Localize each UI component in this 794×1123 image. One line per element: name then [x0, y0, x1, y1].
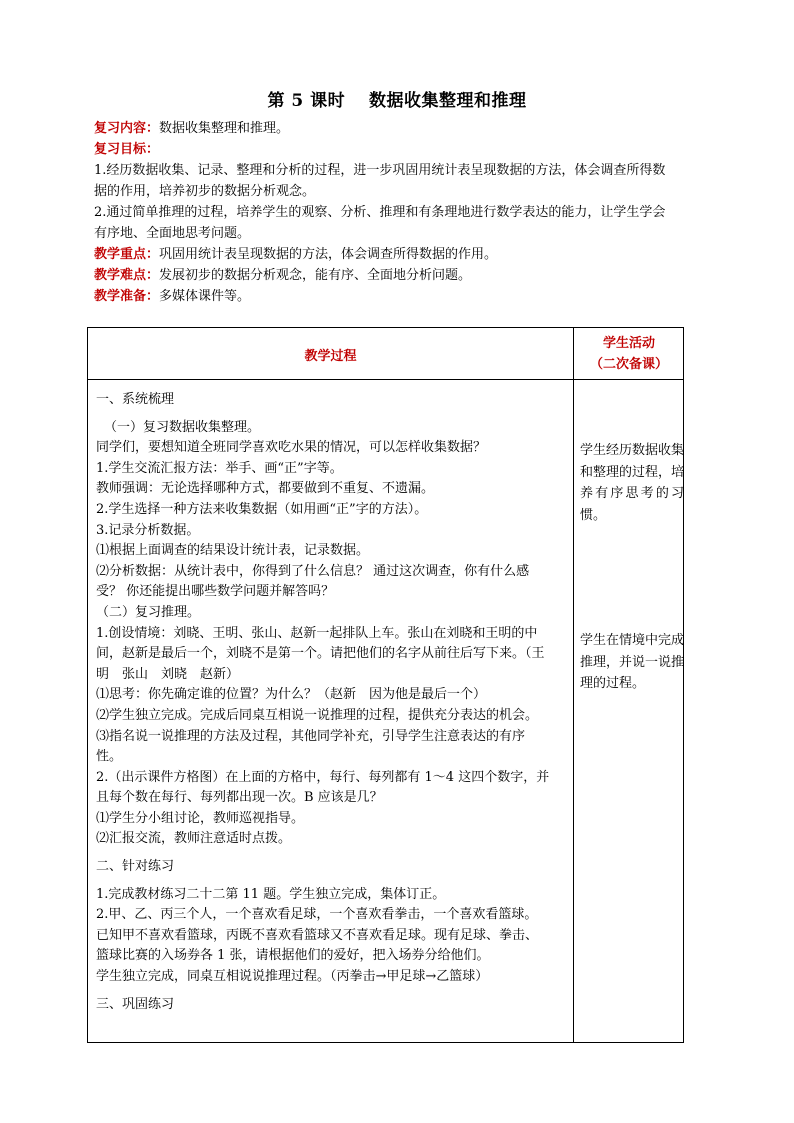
- goal-2-line-1: 2.通过简单推理的过程，培养学生的观察、分析、推理和有条理地进行数学表达的能力，让学生学会: [94, 205, 666, 220]
- header-row-divider: [88, 379, 683, 380]
- subsection-heading-1: （一）复习数据收集整理。: [104, 419, 261, 435]
- teaching-key-value: 巩固用统计表呈现数据的方法，体会调查所得数据的作用。: [159, 247, 498, 262]
- process-line: ⑴根据上面调查的结果设计统计表，记录数据。: [96, 543, 370, 559]
- process-line: 2.学生选择一种方法来收集数据（如用画“正”字的方法）。: [96, 501, 428, 517]
- teaching-key-line: [94, 244, 714, 265]
- process-line: 且每个数在每行、每列都出现一次。B 应该是几？: [96, 790, 383, 806]
- process-line: ⑵汇报交流，教师注意适时点拨。: [96, 831, 292, 847]
- subsection-heading-2: （二）复习推理。: [96, 604, 201, 620]
- process-line: 受？ 你还能提出哪些数学问题并解答吗？: [96, 584, 335, 600]
- header-student-activity-line1: 学生活动: [602, 336, 655, 351]
- teaching-difficulty-line: [94, 265, 714, 286]
- process-line: 篮球比赛的入场券各 1 张，请根据他们的爱好，把入场券分给他们。: [96, 948, 490, 964]
- process-line: 明 张山 刘晓 赵新）: [96, 666, 240, 682]
- teaching-key-label: 教学重点：: [94, 247, 160, 262]
- review-goals-label: 复习目标：: [94, 142, 160, 157]
- process-line: 2.甲、乙、丙三个人，一个喜欢看足球，一个喜欢看拳击，一个喜欢看篮球。: [96, 907, 538, 923]
- goal-1-line-2: 据的作用，培养初步的数据分析观念。: [94, 184, 316, 199]
- review-content-line: [94, 118, 714, 139]
- process-line: ⑵分析数据：从统计表中，你得到了什么信息？ 通过这次调查，你有什么感: [96, 563, 530, 579]
- teaching-difficulty-value: 发展初步的数据分析观念，能有序、全面地分析问题。: [159, 268, 472, 283]
- section-heading-1: 一、系统梳理: [96, 392, 175, 407]
- header-student-activity-line2: （二次备课）: [589, 357, 668, 372]
- process-line: 同学们，要想知道全班同学喜欢吃水果的情况，可以怎样收集数据？: [96, 440, 487, 456]
- lesson-header: [94, 118, 714, 307]
- teaching-prep-label: 教学准备：: [94, 289, 160, 304]
- teaching-process-cell: [96, 390, 568, 1015]
- process-line: 1.学生交流汇报方法：举手、画“正”字等。: [96, 460, 343, 476]
- process-line: 已知甲不喜欢看篮球，丙既不喜欢看篮球又不喜欢看足球。现有足球、拳击、: [96, 927, 539, 943]
- teaching-prep-line: [94, 286, 714, 307]
- process-line: 性。: [96, 749, 123, 765]
- process-line: 2.（出示课件方格图）在上面的方格中，每行、每列都有 1～4 这四个数字，并: [96, 769, 550, 785]
- process-line: ⑴思考：你先确定谁的位置？为什么？（赵新 因为他是最后一个）: [96, 687, 487, 703]
- header-student-activity: [574, 333, 684, 375]
- page-title: 第 5 课时 数据收集整理和推理: [267, 91, 527, 111]
- process-line: 间，赵新是最后一个，刘晓不是第一个。请把他们的名字从前往后写下来。（王: [96, 646, 545, 662]
- process-line: ⑶指名说一说推理的方法及过程，其他同学补充，引导学生注意表达的有序: [96, 728, 526, 744]
- process-line: 1.创设情境：刘晓、王明、张山、赵新一起排队上车。张山在刘晓和王明的中: [96, 625, 538, 641]
- lesson-table: [87, 327, 684, 1043]
- process-line: 教师强调：无论选择哪种方式，都要做到不重复、不遗漏。: [96, 481, 435, 497]
- teaching-prep-value: 多媒体课件等。: [159, 289, 251, 304]
- process-line: 3.记录分析数据。: [96, 522, 200, 538]
- goal-2-line-2: 有序地、全面地思考问题。: [94, 226, 251, 241]
- student-activity-note-2: 学生在情境中完成推理，并说一说推理的过程。: [580, 633, 685, 691]
- review-content-value: 数据收集整理和推理。: [159, 121, 290, 136]
- process-line: 1.完成教材练习二十二第 11 题。学生独立完成，集体订正。: [96, 886, 446, 902]
- process-line: ⑵学生独立完成。完成后同桌互相说一说推理的过程，提供充分表达的机会。: [96, 707, 539, 723]
- process-line: 学生独立完成，同桌互相说说推理过程。（丙拳击→甲足球→乙篮球）: [96, 969, 489, 985]
- process-line: ⑴学生分小组讨论，教师巡视指导。: [96, 810, 305, 826]
- section-heading-3: 三、巩固练习: [96, 996, 175, 1012]
- student-activity-note-1: 学生经历数据收集和整理的过程，培养有序思考的习惯。: [580, 443, 685, 523]
- column-divider: [573, 328, 574, 1042]
- goal-1-line-1: 1.经历数据收集、记录、整理和分析的过程，进一步巩固用统计表呈现数据的方法，体会调查所得数: [94, 163, 666, 178]
- review-content-label: 复习内容：: [94, 121, 160, 136]
- teaching-difficulty-label: 教学难点：: [94, 268, 160, 283]
- section-heading-2: 二、针对练习: [96, 859, 175, 875]
- header-teaching-process: 教学过程: [304, 349, 357, 364]
